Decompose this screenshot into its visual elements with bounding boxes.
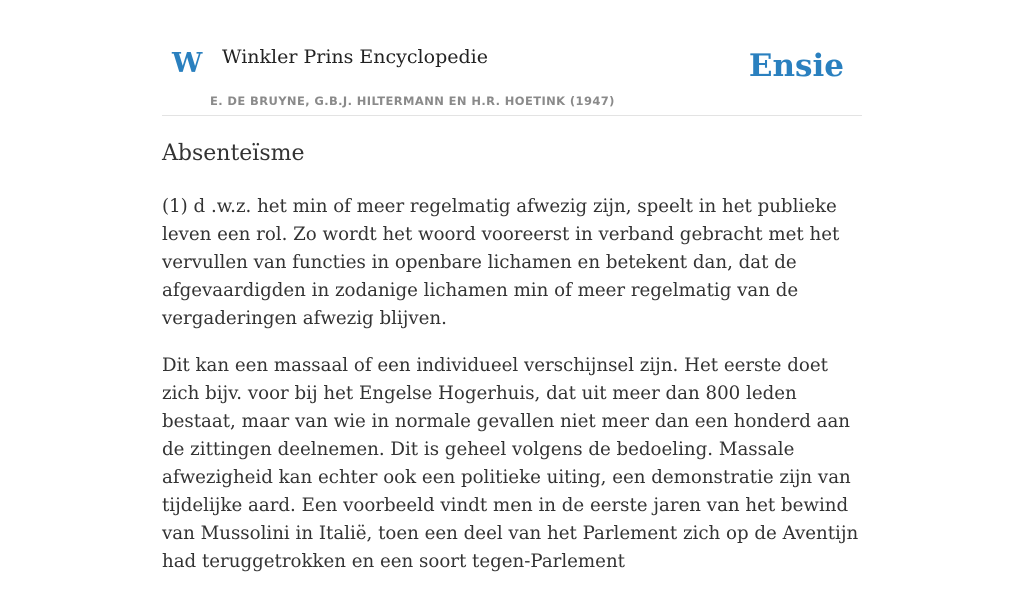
encyclopedia-page bbox=[162, 0, 862, 572]
ensie-logo[interactable]: Ensie bbox=[748, 48, 844, 84]
article-paragraph: Dit kan een massaal of een individueel verschijnsel zijn. Het eerste doet zich bijv. voor bij het Engelse Hogerhuis, dat uit meer dan 800 leden bestaat, maar van wie in normale gevallen niet meer dan een honderd aan de zittingen deelnemen. Dit is geheel volgens de bedoeling. Massale afwezigheid kan echter ook een politieke uiting, een demonstratie zijn van tijdelijke aard. Een voorbeeld vindt men in de eerste jaren van het bewind van Mussolini in Italië, toen een deel van het Parlement zich op de Aventijn had teruggetrokken en een soort tegen-Parlement bbox=[162, 355, 859, 572]
article-title: Absenteïsme bbox=[162, 141, 305, 166]
winkler-prins-logo[interactable]: W bbox=[172, 48, 203, 79]
article-body bbox=[162, 193, 862, 595]
authors-line: E. DE BRUYNE, G.B.J. HILTERMANN EN H.R. HOETINK (1947) bbox=[210, 94, 615, 108]
source-header bbox=[162, 0, 862, 116]
article-paragraph: (1) d .w.z. het min of meer regelmatig afwezig zijn, speelt in het publieke leven een rol. Zo wordt het woord vooreerst in verband gebracht met het vervullen van functies in openbare lichamen en betekent dan, dat de afgevaardigden in zodanige lichamen min of meer regelmatig van de vergaderingen afwezig blijven. bbox=[162, 196, 840, 329]
work-title[interactable]: Winkler Prins Encyclopedie bbox=[222, 46, 488, 68]
